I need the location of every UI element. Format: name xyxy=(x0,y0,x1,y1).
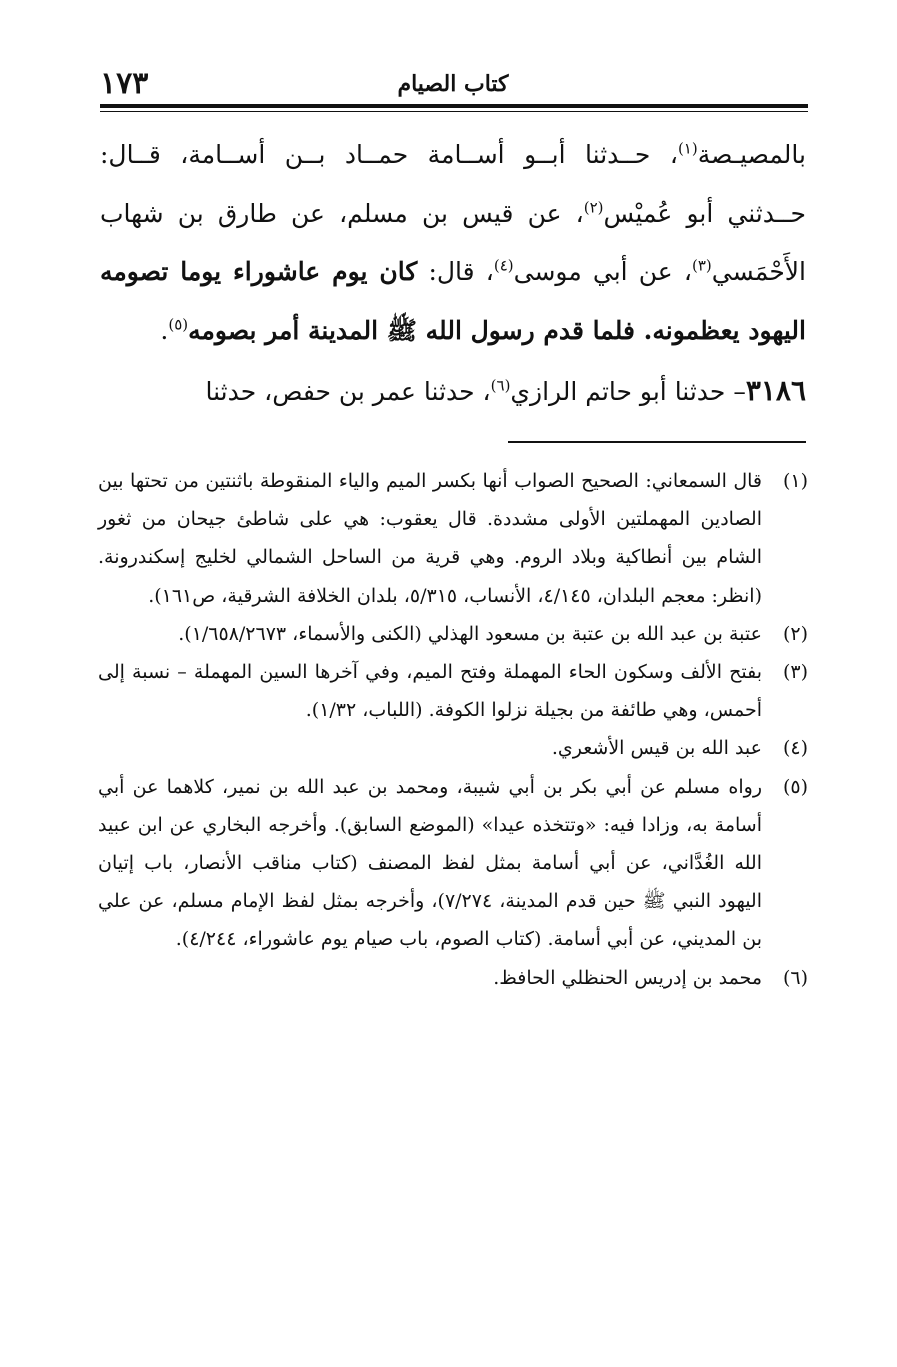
footnote-ref: (٢) xyxy=(583,198,604,217)
text-segment: ، عن أبي موسى xyxy=(513,257,692,286)
footnote-number: (٦) xyxy=(782,966,808,989)
footnote xyxy=(98,653,808,729)
hadith-paragraph xyxy=(100,362,806,422)
footnote xyxy=(98,768,808,959)
footnote-text: بفتح الألف وسكون الحاء المهملة وفتح الميم، وفي آخرها السين المهملة – نسبة إلى أحمس، وهي طائفة من بجيلة نزلوا الكوفة. (اللباب، ١/٣٢). xyxy=(98,661,762,722)
text-segment: ، عن قيس بن مسلم، عن طارق بن شهاب الأَحْمَسي xyxy=(100,198,806,286)
page-number: ١٧٣ xyxy=(100,66,149,101)
footnote-number: (١) xyxy=(782,470,808,492)
text-segment: ، حــدثنا أبــو أســامة حمــاد بــن أســامة، قــال: حــدثني أبو عُميْس xyxy=(100,140,806,228)
hadith-number: ٣١٨٦ xyxy=(745,374,806,407)
footnote xyxy=(98,462,808,615)
footnote-number: (٥) xyxy=(782,775,808,798)
footnote xyxy=(98,729,808,767)
text-segment: – حدثنا أبو حاتم الرازي xyxy=(510,377,746,406)
header-rule-thin xyxy=(100,111,808,112)
main-text xyxy=(100,126,806,422)
footnote-number: (٤) xyxy=(782,737,808,760)
page-header xyxy=(100,66,806,102)
text-segment: بالمصيـصة xyxy=(697,140,806,169)
footnote-text: قال السمعاني: الصحيح الصواب أنها بكسر الميم والياء المنقوطة باثنتين من تحتها بين الصادين المهملتين الأولى مشددة. قال يعقوب: هي على شاطئ جيحان من ثغور الشام بين أنطاكية وبلاد الروم. وهي قرية من الساحل الشمالي لخليج إسكندرونة. (انظر: معجم البلدان، ٤/١٤٥، الأنساب، ٥/٣١٥، بلدان الخلافة الشرقية، ص١٦١). xyxy=(98,470,762,607)
footnote-number: (٢) xyxy=(782,622,808,645)
footnote-ref: (١) xyxy=(677,139,698,158)
footnotes xyxy=(98,462,808,997)
footnote xyxy=(98,959,808,997)
footnote xyxy=(98,615,808,653)
hadith-paragraph-continued xyxy=(100,126,806,360)
footnote-text: عتبة بن عبد الله بن عتبة بن مسعود الهذلي (الكنى والأسماء، ١/٦٥٨/٢٦٧٣). xyxy=(178,622,762,645)
header-rule-thick xyxy=(100,104,808,108)
hadith-matn: كان يوم عاشوراء يوما تصومه اليهود يعظمونه. فلما قدم رسول الله ﷺ المدينة أمر بصومه xyxy=(100,257,806,345)
text-segment: . xyxy=(160,315,169,345)
text-segment: ، قال: xyxy=(417,257,494,286)
footnote-separator xyxy=(508,441,806,443)
text-segment: ، حدثنا عمر بن حفص، حدثنا xyxy=(205,377,491,406)
running-title: كتاب الصيام xyxy=(397,71,509,97)
footnote-text: رواه مسلم عن أبي بكر بن أبي شيبة، ومحمد بن عبد الله بن نمير، كلاهما عن أبي أسامة به، وزادا فيه: «وتتخذه عيدا» (الموضع السابق). وأخرجه البخاري عن ابن عبيد الله الغُدَّاني، عن أبي أسامة بمثل لفظ المصنف (كتاب مناقب الأنصار، باب إتيان اليهود النبي ﷺ حين قدم المدينة، ٧/٢٧٤)، وأخرجه بمثل لفظ الإمام مسلم، عن علي بن المديني، عن أبي أسامة. (كتاب الصوم، باب صيام يوم عاشوراء، ٤/٢٤٤). xyxy=(98,775,762,951)
footnote-ref: (٥) xyxy=(168,315,189,334)
footnote-ref: (٦) xyxy=(490,376,511,395)
footnote-text: محمد بن إدريس الحنظلي الحافظ. xyxy=(493,966,762,989)
footnote-ref: (٣) xyxy=(691,256,712,275)
footnote-number: (٣) xyxy=(782,661,808,684)
footnote-ref: (٤) xyxy=(493,256,514,275)
footnote-text: عبد الله بن قيس الأشعري. xyxy=(551,737,762,760)
